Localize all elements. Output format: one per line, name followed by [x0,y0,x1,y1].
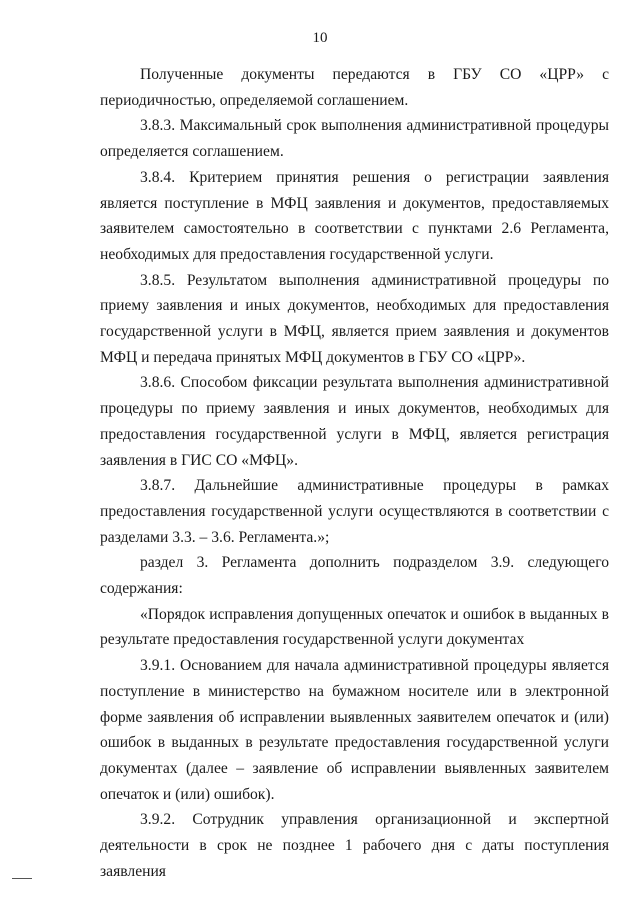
paragraph-3-8-5: 3.8.5. Результатом выполнения административной процедуры по приему заявления и иных документов, необходимых для предоставления государственной услуги в МФЦ, является прием заявления и документов МФЦ и передача принятых МФЦ документов в ГБУ СО «ЦРР». [100,271,609,366]
paragraph-correction-heading: «Порядок исправления допущенных опечаток и ошибок в выданных в результате предоставления государственной услуги документах [100,605,609,649]
paragraph-3-8-6: 3.8.6. Способом фиксации результата выполнения административной процедуры по приему заявления и иных документов, необходимых для предоставления государственной услуги в МФЦ, является регистрация заявления в ГИС СО «МФЦ». [100,374,609,469]
paragraph-section-3-amendment: раздел 3. Регламента дополнить подразделом 3.9. следующего содержания: [100,554,609,598]
margin-mark [12,878,32,879]
paragraph-3-8-4: 3.8.4. Критерием принятия решения о регистрации заявления является поступление в МФЦ заявления и документов, предоставляемых заявителем самостоятельно в соответствии с пунктами 2.6 Регламента, необходимых для предоставления государственной услуги. [100,168,609,263]
paragraph-3-8-7: 3.8.7. Дальнейшие административные процедуры в рамках предоставления государственной услуги осуществляются в соответствии с разделами 3.3. – 3.6. Регламента.»; [100,477,609,546]
page-number: 10 [312,30,328,46]
paragraph-documents-transfer: Полученные документы передаются в ГБУ СО «ЦРР» с периодичностью, определяемой соглашением. [100,66,609,109]
paragraph-3-9-2: 3.9.2. Сотрудник управления организационной и экспертной деятельности в срок не позднее 1 рабочего дня с даты поступления заявления [100,811,609,880]
paragraph-3-8-3: 3.8.3. Максимальный срок выполнения административной процедуры определяется соглашением. [100,117,609,161]
paragraph-3-9-1: 3.9.1. Основанием для начала административной процедуры является поступление в министерство на бумажном носителе или в электронной форме заявления об исправлении выявленных заявителем опечаток и (или) ошибок в выданных в результате предоставления государственной услуги документах (далее – заявление об исправлении выявленных заявителем опечаток и (или) ошибок). [100,657,609,803]
document-body [100,62,609,885]
